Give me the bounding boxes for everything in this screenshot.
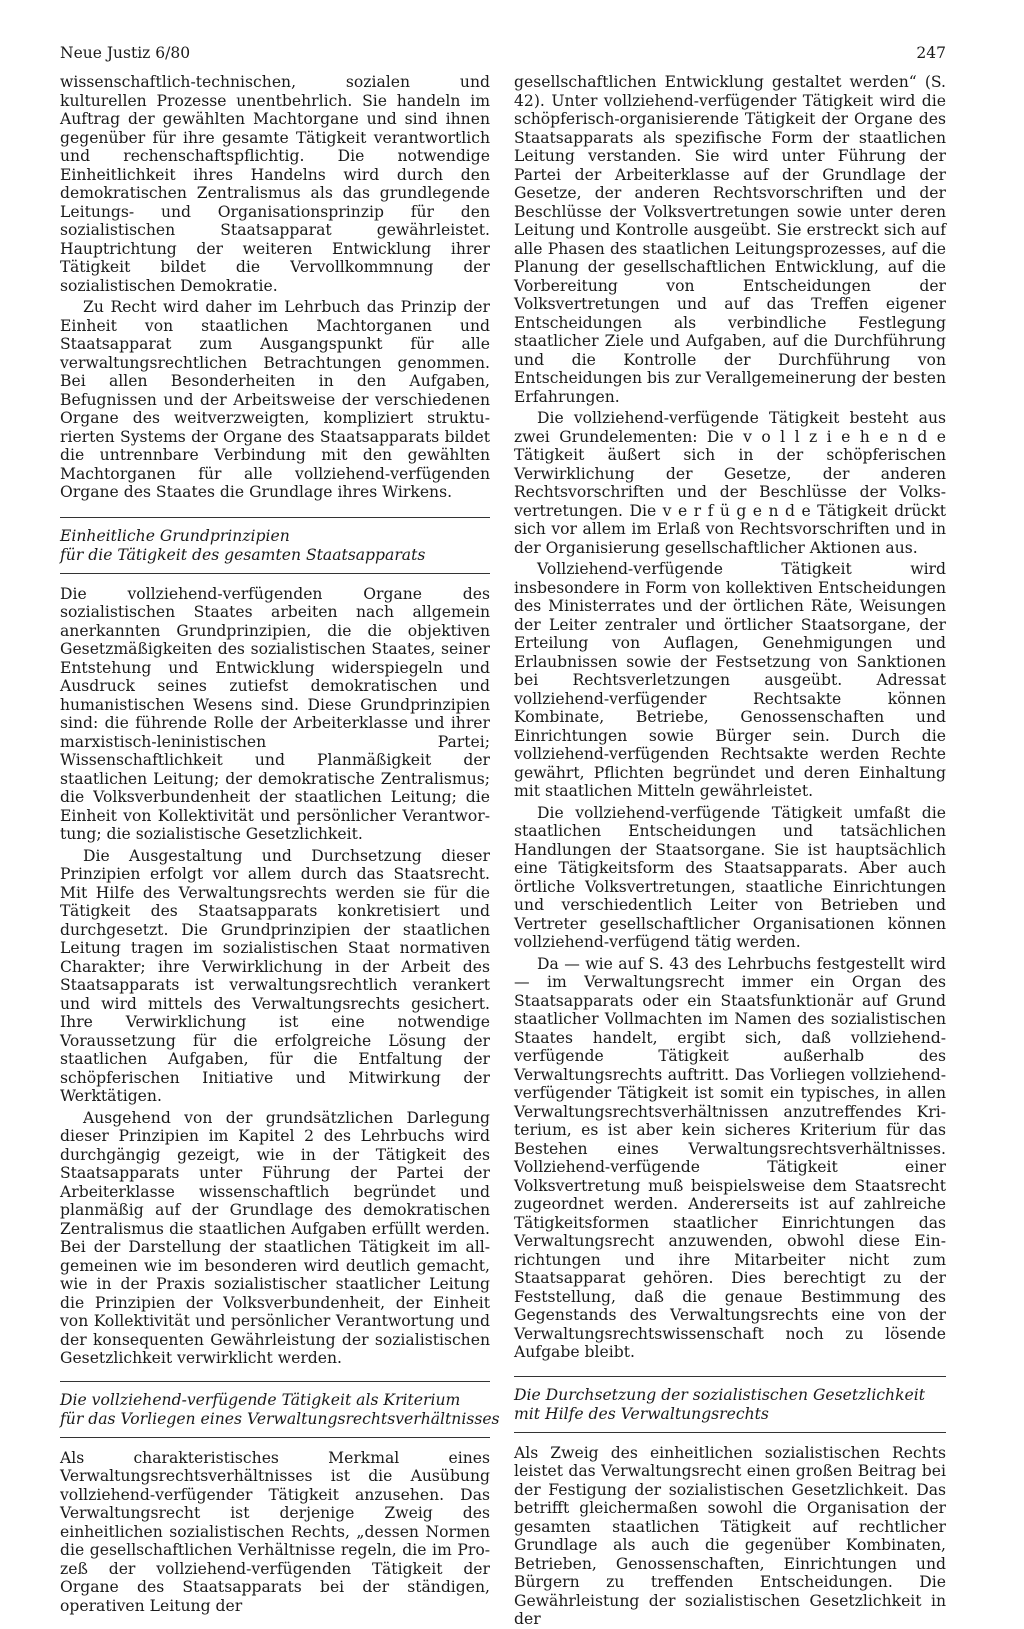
section-heading-line: mit Hilfe des Verwaltungsrechts: [514, 1404, 769, 1423]
paragraph: Ausgehend von der grundsätzlichen Darlegung dieser Prinzipien im Kapitel 2 des Lehrbuchs wird durchgängig gezeigt, wie in der Tätigkeit des Staatsapparats unter Führung der Partei der Arbeiterklasse wissenschaftlich begründet und planmäßig auf der Grundlage des demokratischen Zentralismus die staatlichen Aufgaben erfüllt werden. Bei der Darstellung der staatlichen Tätigkeit im allgemeinen wie im besonderen wird deutlich gemacht, wie in der Praxis sozialistischer staatlicher Leitung die Prinzipien der Volksverbundenheit, der Einheit von Kollektivität und persönlicher Verantwortung und der konsequenten Gewährleistung der sozialistischen Gesetzlichkeit verwirklicht werden.: [60, 1108, 490, 1367]
section-heading-line: für die Tätigkeit des gesamten Staatsapparats: [60, 545, 426, 564]
section-divider: [514, 1432, 946, 1433]
paragraph: wissenschaftlich-technischen, sozialen und kulturellen Prozesse unentbehrlich. Sie handeln im Auftrag der gewählten Machtorgane und sind ihnen gegenüber für ihre gesamte Tätigkeit verantwortlich und rechenschaftspflichtig. Die notwendige Einheitlichkeit ihres Handelns wird durch den demokratischen Zentralismus als das grundlegende Leitungs- und Organisationsprinzip für den sozialistischen Staatsapparat gewährleistet. Hauptrichtung der weiteren Entwicklung ihrer Tätigkeit bildet die Vervollkommnung der sozialistischen Demokratie.: [60, 73, 490, 295]
section-heading-line: Die vollziehend-verfügende Tätigkeit als Kriterium: [60, 1390, 461, 1409]
section-heading: [514, 1386, 946, 1424]
section-heading-line: Einheitliche Grundprinzipien: [60, 526, 290, 545]
section-divider: [60, 1437, 490, 1438]
section-divider: [60, 1381, 490, 1382]
section-divider: [514, 1376, 946, 1377]
paragraph: gesellschaftlichen Entwicklung gestaltet werden“ (S. 42). Unter vollziehend-verfügender Tätigkeit wird die schöpferisch-organisierende Tätigkeit der Organe des Staatsapparats als spezifische Form der staatlichen Leitung verstanden. Sie wird unter Führung der Partei der Arbeiterklasse auf der Grundlage der Gesetze, der anderen Rechtsvorschriften und der Beschlüsse der Volksvertretungen sowie unter deren Leitung und Kontrolle ausgeübt. Sie erstreckt sich auf alle Phasen des staatlichen Leitungsprozesses, auf die Planung der gesellschaftlichen Entwicklung, auf die Vorbereitung von Entscheidungen der Volksvertretungen und auf das Treffen eigener Entscheidungen als verbindliche Festlegung staatlicher Ziele und Aufgaben, auf die Durchführung und die Kontrolle der Durchführung von Entscheidungen bis zur Verallgemeinerung der besten Erfahrungen.: [514, 73, 946, 406]
left-column: [60, 73, 500, 1615]
section-divider: [60, 573, 490, 574]
page-header: [60, 44, 946, 62]
journal-title: Neue Justiz 6/80: [60, 44, 191, 62]
right-column: [514, 73, 946, 1629]
paragraph: Die Ausgestaltung und Durchsetzung dieser Prinzipien erfolgt vor allem durch das Staatsrecht. Mit Hilfe des Verwaltungsrechts werden sie für die Tätigkeit des Staatsapparats konkretisiert und durchgesetzt. Die Grundprinzipien der staatlichen Leitung tragen im sozialistischen Staat normativen Charakter; ihre Verwirklichung in der Arbeit des Staatsapparats ist verwaltungsrechtlich verankert und wird mittels des Verwaltungsrechts gesichert. Ihre Verwirklichung ist eine notwendige Voraussetzung für die erfolgreiche Lösung der staatlichen Aufgaben, für die Entfaltung der schöpferischen Initiative und Mitwirkung der Werktätigen.: [60, 846, 490, 1105]
paragraph: Die vollziehend-verfügende Tätigkeit umfaßt die staatlichen Entscheidungen und tatsächlichen Handlungen der Staatsorgane. Sie ist hauptsächlich eine Tätigkeitsform des Staatsapparats. Aber auch örtliche Volksvertretungen, staatliche Einrichtungen und verschiedentlich Leiter von Betrieben und Vertreter gesellschaftlicher Organisationen können vollziehend-verfügend tätig werden.: [514, 803, 946, 951]
page-number: 247: [916, 44, 946, 62]
section-heading: [60, 527, 490, 565]
paragraph: Da — wie auf S. 43 des Lehrbuchs festgestellt wird — im Verwaltungsrecht immer ein Organ des Staatsapparats oder ein Staatsfunktionär auf Grund staatlicher Vollmachten im Namen des sozialistischen Staates handelt, ergibt sich, daß vollziehend-verfügende Tätigkeit außerhalb des Verwaltungsrechts auftritt. Das Vorliegen vollziehend-verfügender Tätigkeit ist somit ein typisches, in allen Verwaltungsrechtsverhältnissen anzutreffendes Kriterium, es ist aber kein sicheres Kriterium für das Bestehen eines Verwaltungsrechtsverhältnisses. Vollziehend-verfügende Tätigkeit einer Volksvertretung muß beispielsweise dem Staatsrecht zugeordnet werden. Andererseits ist auf zahlreiche Tätigkeitsformen staatlicher Einrichtungen das Verwaltungsrecht anzuwenden, obwohl diese Einrichtungen und ihre Mitarbeiter nicht zum Staatsapparat gehören. Dies berechtigt zu der Feststellung, daß die genaue Bestimmung des Gegenstands des Verwaltungsrechts eine von der Verwaltungsrechtswissenschaft noch zu lösende Aufgabe bleibt.: [514, 954, 946, 1361]
paragraph: Als charakteristisches Merkmal eines Verwaltungsrechtsverhältnisses ist die Ausübung vollziehend-verfügender Tätigkeit anzusehen. Das Verwaltungsrecht ist derjenige Zweig des einheitlichen sozialistischen Rechts, „dessen Normen die gesellschaftlichen Verhältnisse regeln, die im Prozeß der vollziehend-verfügenden Tätigkeit der Organe des Staatsapparats bei der ständigen, operativen Leitung der: [60, 1448, 490, 1615]
paragraph: Als Zweig des einheitlichen sozialistischen Rechts leistet das Verwaltungsrecht einen großen Beitrag bei der Festigung der sozialistischen Gesetzlichkeit. Das betrifft gleichermaßen sowohl die Organisation der gesamten staatlichen Tätigkeit auf rechtlicher Grundlage als auch die gegenüber Kombinaten, Betrieben, Genossenschaften, Einrichtungen und Bürgern zu treffenden Entscheidungen. Die Gewährleistung der sozialistischen Gesetzlichkeit in der: [514, 1443, 946, 1628]
section-heading-line: Die Durchsetzung der sozialistischen Gesetzlichkeit: [514, 1385, 926, 1404]
section-heading-line: für das Vorliegen eines Verwaltungsrechtsverhältnisses: [60, 1409, 500, 1428]
paragraph: Die vollziehend-verfügende Tätigkeit besteht aus zwei Grundelementen: Die v o l l z i e h e n d e Tätigkeit äußert sich in der schöpferischen Verwirklichung der Gesetze, der anderen Rechtsvorschriften und der Beschlüsse der Volksvertretungen. Die v e r f ü g e n d e Tätigkeit drückt sich vor allem im Erlaß von Rechtsvorschriften und in der Organisierung gesellschaftlicher Aktionen aus.: [514, 409, 946, 557]
paragraph: Vollziehend-verfügende Tätigkeit wird insbesondere in Form von kollektiven Entscheidungen des Ministerrates und der örtlichen Räte, Weisungen der Leiter zentraler und örtlicher Staatsorgane, der Erteilung von Auflagen, Genehmigungen und Erlaubnissen sowie der Festsetzung von Sanktionen bei Rechtsverletzungen ausgeübt. Adressat vollziehend-verfügender Rechtsakte können Kombinate, Betriebe, Genossenschaften und Einrichtungen sowie Bürger sein. Durch die vollziehend-verfügenden Rechtsakte werden Rechte gewährt, Pflichten begründet und deren Einhaltung mit staatlichen Mitteln gewährleistet.: [514, 560, 946, 800]
paragraph: Zu Recht wird daher im Lehrbuch das Prinzip der Einheit von staatlichen Machtorganen und Staatsapparat zum Ausgangspunkt für alle verwaltungsrechtlichen Betrachtungen genommen. Bei allen Besonderheiten in den Aufgaben, Befugnissen und der Arbeitsweise der verschiedenen Organe des weitverzweigten, kompliziert strukturierten Systems der Organe des Staatsapparats bildet die untrennbare Verbindung mit den gewählten Machtorganen für alle vollziehend-verfügenden Organe des Staates die Grundlage ihres Wirkens.: [60, 298, 490, 501]
section-divider: [60, 517, 490, 518]
section-heading: [60, 1390, 500, 1429]
paragraph: Die vollziehend-verfügenden Organe des sozialistischen Staates arbeiten nach allgemein anerkannten Grundprinzipien, die die objektiven Gesetzmäßigkeiten des sozialistischen Staates, seiner Entstehung und Entwicklung widerspiegeln und Ausdruck seines zutiefst demokratischen und humanistischen Wesens sind. Diese Grundprinzipien sind: die führende Rolle der Arbeiterklasse und ihrer marxistisch-leninistischen Partei; Wissenschaftlichkeit und Planmäßigkeit der staatlichen Leitung; der demokratische Zentralismus; die Volksverbundenheit der staatlichen Leitung; die Einheit von Kollektivität und persönlicher Verantwortung; die sozialistische Gesetzlichkeit.: [60, 584, 490, 843]
